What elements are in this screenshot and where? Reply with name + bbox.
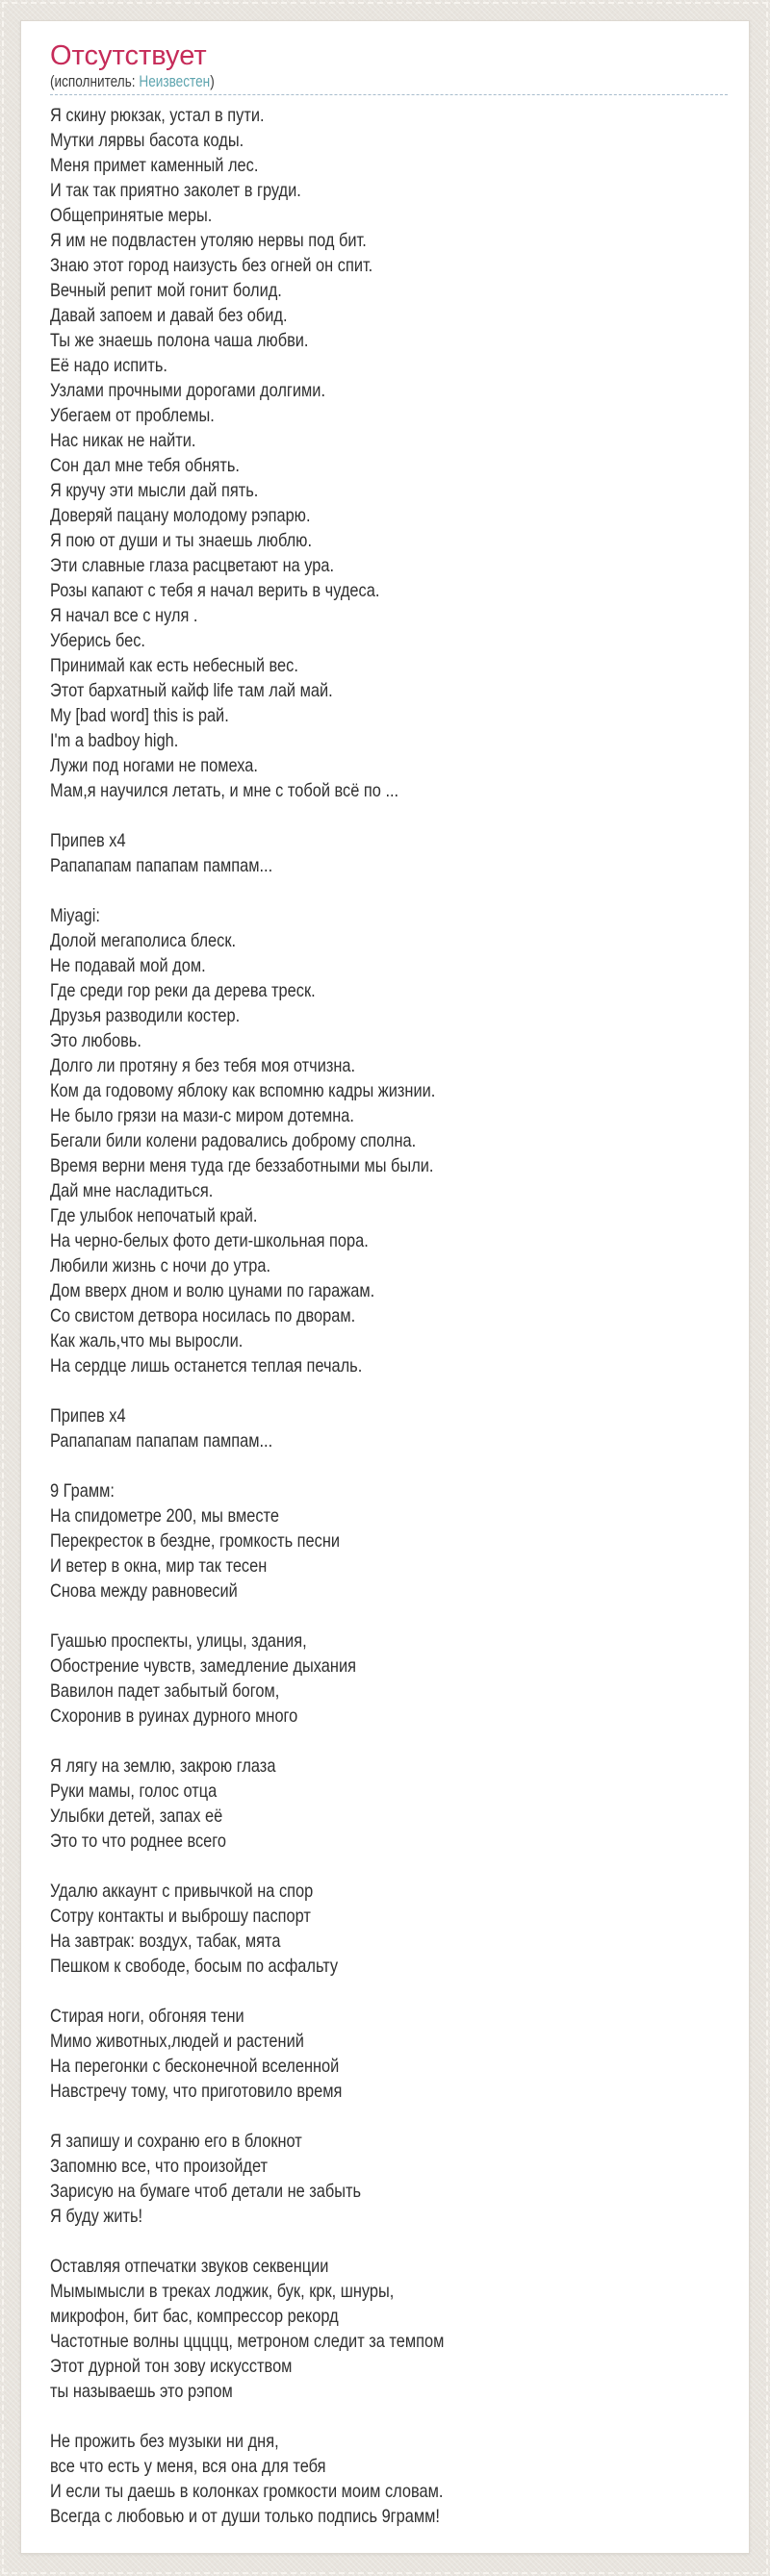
artist-label: (исполнитель:	[50, 72, 140, 90]
lyric-line: Давай запоем и давай без обид.	[50, 305, 288, 326]
lyric-line: Запомню все, что произойдет	[50, 2156, 269, 2177]
lyric-line: На перегонки с бесконечной вселенной	[50, 2056, 340, 2077]
lyric-line: И ветер в окна, мир так тесен	[50, 1555, 268, 1577]
lyric-line: Я буду жить!	[50, 2206, 143, 2227]
lyric-line	[50, 2404, 619, 2429]
lyric-line: Общепринятые меры.	[50, 205, 213, 226]
lyric-line: Её надо испить.	[50, 355, 167, 376]
lyric-line: Меня примет каменный лес.	[50, 155, 259, 176]
lyric-line: Miyagi:	[50, 905, 100, 926]
lyric-line: ты называешь это рэпом	[50, 2381, 233, 2402]
lyric-line: Частотные волны ццццц, метроном следит за темпом	[50, 2331, 445, 2352]
lyric-line: Розы капают с тебя я начал верить в чудеса.	[50, 580, 380, 601]
lyric-line: Бегали били колени радовались доброму сполна.	[50, 1130, 417, 1151]
lyric-line: Гуашью проспекты, улицы, здания,	[50, 1630, 307, 1652]
lyric-line: My [bad word] this is рай.	[50, 705, 229, 726]
lyric-line: Нас никак не найти.	[50, 430, 196, 451]
lyric-line: Я скину рюкзак, устал в пути.	[50, 105, 265, 126]
lyric-line: Это то что роднее всего	[50, 1831, 227, 1852]
lyric-line: Мутки лярвы басота коды.	[50, 130, 244, 151]
lyric-line: Схоронив в руинах дурного много	[50, 1705, 298, 1727]
lyric-line: Я кручу эти мысли дай пять.	[50, 480, 259, 501]
lyric-line: Мымымысли в треках лоджик, бук, крк, шнуры,	[50, 2281, 395, 2302]
lyric-line: Со свистом детвора носилась по дворам.	[50, 1305, 356, 1326]
lyric-line: На сердце лишь останется теплая печаль.	[50, 1355, 363, 1376]
artist-suffix: )	[210, 72, 215, 90]
lyric-line	[50, 1453, 619, 1478]
lyric-line: Доверяй пацану молодому рэпарю.	[50, 505, 311, 526]
lyric-line: Припев x4	[50, 1405, 126, 1427]
lyric-line: Ком да годовому яблоку как вспомню кадры жизнии.	[50, 1080, 436, 1101]
lyric-line: Пешком к свободе, босым по асфальту	[50, 1956, 339, 1977]
lyric-line: Дай мне насладиться.	[50, 1180, 214, 1201]
lyric-line: Руки мамы, голос отца	[50, 1780, 218, 1802]
lyric-line: Рапапапам папапам пампам...	[50, 1430, 273, 1452]
artist-line-text	[50, 72, 215, 91]
lyric-line: На черно-белых фото дети-школьная пора.	[50, 1230, 369, 1251]
lyric-line: Любили жизнь с ночи до утра.	[50, 1255, 271, 1276]
lyric-line: Я пою от души и ты знаешь люблю.	[50, 530, 313, 551]
lyric-line: На завтрак: воздух, табак, мята	[50, 1931, 281, 1952]
dotted-separator	[50, 94, 728, 95]
lyrics-text	[50, 103, 619, 2529]
lyric-line: Удалю аккаунт с привычкой на спор	[50, 1881, 314, 1902]
lyric-line: Это любовь.	[50, 1030, 141, 1051]
lyric-line: Не подавай мой дом.	[50, 955, 206, 976]
lyric-line	[50, 1854, 619, 1879]
lyric-line: Вавилон падет забытый богом,	[50, 1680, 280, 1702]
lyric-line: Лужи под ногами не помеха.	[50, 755, 258, 776]
lyric-line: Я начал все с нуля .	[50, 605, 198, 626]
lyric-line	[50, 803, 619, 828]
lyric-line: Эти славные глаза расцветают на ура.	[50, 555, 335, 576]
lyric-line: Зарисую на бумаге чтоб детали не забыть	[50, 2181, 362, 2202]
lyric-line: Знаю этот город наизусть без огней он спит.	[50, 255, 373, 276]
lyric-line: Время верни меня туда где беззаботными мы были.	[50, 1155, 434, 1176]
lyric-line: Принимай как есть небесный вес.	[50, 655, 298, 676]
lyric-line: Не прожить без музыки ни дня,	[50, 2431, 279, 2452]
artist-line	[50, 72, 728, 91]
lyric-line: Ты же знаешь полона чаша любви.	[50, 330, 309, 351]
lyric-line: Стирая ноги, обгоняя тени	[50, 2006, 244, 2027]
lyric-line	[50, 2229, 619, 2254]
lyric-line: Вечный репит мой гонит болид.	[50, 280, 282, 301]
lyric-line	[50, 1604, 619, 1629]
lyric-line: Оставляя отпечатки звуков секвенции	[50, 2256, 329, 2277]
lyric-line: Снова между равновесий	[50, 1580, 238, 1602]
lyric-line: все что есть у меня, вся она для тебя	[50, 2456, 326, 2477]
lyric-line: Как жаль,что мы выросли.	[50, 1330, 244, 1351]
lyric-line	[50, 1378, 619, 1403]
song-title: Отсутствует	[50, 40, 207, 71]
lyric-line: И так так приятно заколет в груди.	[50, 180, 301, 201]
lyric-line: Этот бархатный кайф life там лай май.	[50, 680, 333, 701]
lyric-line: Узлами прочными дорогами долгими.	[50, 380, 326, 401]
lyric-line: Дом вверх дном и волю цунами по гаражам.	[50, 1280, 375, 1301]
lyric-line: Я лягу на землю, закрою глаза	[50, 1755, 276, 1777]
lyric-line: Уберись бес.	[50, 630, 145, 651]
lyric-line: Я им не подвластен утоляю нервы под бит.	[50, 230, 367, 251]
lyric-line: Где среди гор реки да дерева треск.	[50, 980, 316, 1001]
lyric-line: Этот дурной тон зову искусством	[50, 2356, 293, 2377]
lyric-line: Не было грязи на мази-с миром дотемна.	[50, 1105, 354, 1126]
lyric-line: Я запишу и сохраню его в блокнот	[50, 2131, 302, 2152]
lyric-line	[50, 878, 619, 903]
lyric-line: Обострение чувств, замедление дыхания	[50, 1655, 356, 1677]
lyric-line	[50, 2104, 619, 2129]
lyric-line: Где улыбок непочатый край.	[50, 1205, 258, 1226]
lyric-line: Припев x4	[50, 830, 126, 851]
lyric-line: На спидометре 200, мы вместе	[50, 1505, 279, 1527]
lyric-line: Улыбки детей, запах её	[50, 1806, 223, 1827]
lyric-line: Долго ли протяну я без тебя моя отчизна.	[50, 1055, 356, 1076]
lyric-line: Мимо животных,людей и растений	[50, 2031, 304, 2052]
lyric-line: Долой мегаполиса блеск.	[50, 930, 237, 951]
lyric-line: Рапапапам папапам пампам...	[50, 855, 273, 876]
lyric-line: микрофон, бит бас, компрессор рекорд	[50, 2306, 339, 2327]
lyric-line	[50, 1979, 619, 2004]
lyric-line: Убегаем от проблемы.	[50, 405, 215, 426]
artist-link[interactable]: Неизвестен	[139, 72, 211, 90]
lyric-line: Мам,я научился летать, и мне с тобой всё по ...	[50, 780, 399, 801]
lyrics-card	[20, 20, 750, 2554]
lyric-line: I'm a badboy high.	[50, 730, 179, 751]
lyric-line: Перекресток в бездне, громкость песни	[50, 1530, 341, 1552]
lyric-line: Сотру контакты и выброшу паспорт	[50, 1906, 311, 1927]
lyric-line: 9 Грамм:	[50, 1480, 115, 1502]
lyric-line: Друзья разводили костер.	[50, 1005, 241, 1026]
lyric-line	[50, 1729, 619, 1754]
lyric-line: И если ты даешь в колонках громкости моим словам.	[50, 2481, 444, 2502]
lyric-line: Сон дал мне тебя обнять.	[50, 455, 240, 476]
lyric-line: Навстречу тому, что приготовило время	[50, 2081, 343, 2102]
lyric-line: Всегда с любовью и от души только подпись 9грамм!	[50, 2506, 440, 2527]
